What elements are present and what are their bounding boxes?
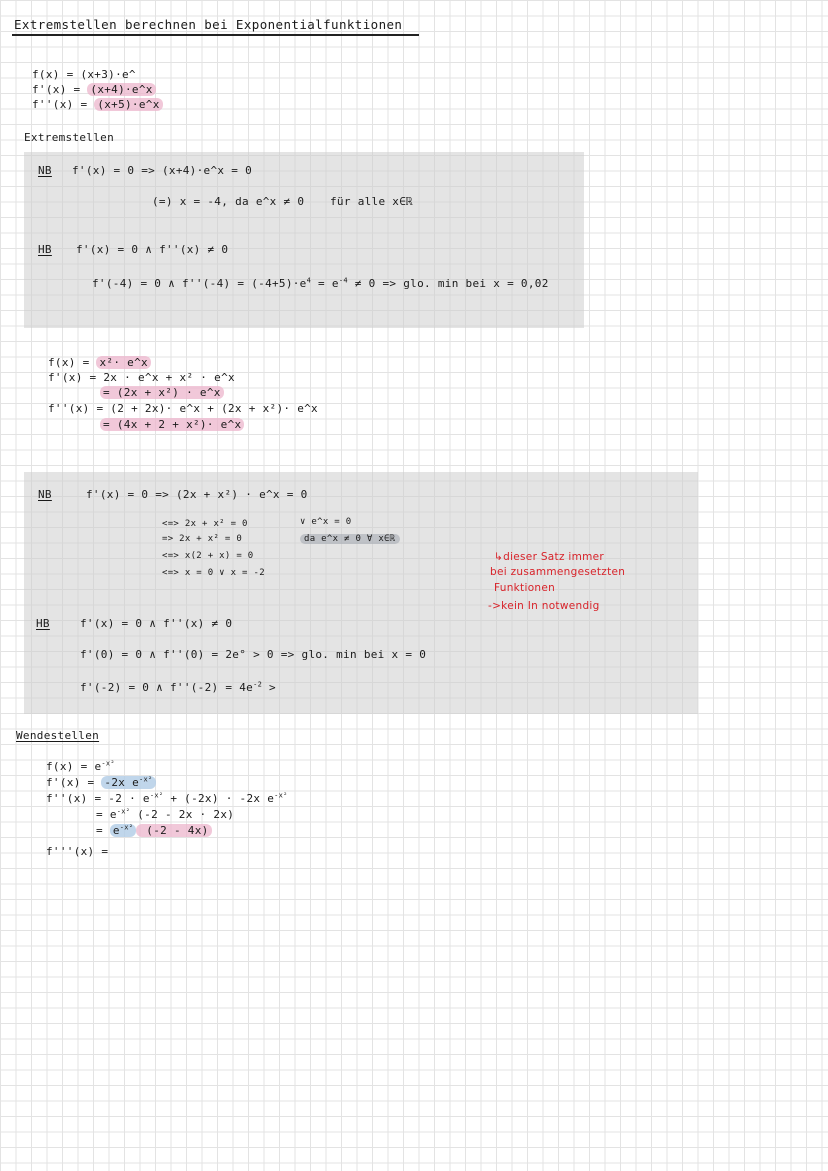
nb-step-2-note: da e^x ≠ 0 ∀ x∈ℝ <box>300 534 400 545</box>
nb-step-3: <=> x(2 + x) = 0 <box>162 551 254 561</box>
note-line-1: ↳dieser Satz immer <box>494 551 605 563</box>
nb-solution-1: (=) x = -4, da e^x ≠ 0 <box>152 195 305 208</box>
function-h2: $f''(x) = -2 \cdot e^{-x^2} + (-2x) \cdot -2x$ $e^{-x^2}$ <box>46 791 288 805</box>
hb-label-2: HB <box>36 617 50 630</box>
nb-label-2: NB <box>38 488 52 501</box>
function-g: f(x) = x²· e^x <box>48 356 151 369</box>
nb-step-4: <=> x = 0 ∨ x = -2 <box>162 568 265 578</box>
hb-check-2b: f'(-2) = 0 ∧ $f''(-2) = 4e^{-2}$ > <box>80 680 276 694</box>
hb-label-1: HB <box>38 243 52 256</box>
note-line-2: bei zusammengesetzten <box>490 566 626 578</box>
function-g2: f''(x) = (2 + 2x)· e^x + (2x + x²)· e^x <box>48 402 318 415</box>
function-g1: f'(x) = 2x · e^x + x² · e^x <box>48 371 235 384</box>
nb-step-2: => 2x + x² = 0 <box>162 534 243 544</box>
function-h2-simplified: = $e^{-x^2}$ (-2 - 4x) <box>96 824 212 837</box>
grey-box-2 <box>24 472 698 714</box>
hb-condition-1: f'(x) = 0 ∧ f''(x) ≠ 0 <box>76 243 229 256</box>
function-h3: f'''(x) = <box>46 845 109 858</box>
highlight-h2: $e^{-x^2}$ <box>110 824 136 837</box>
nb-equation-2: f'(x) = 0 => (2x + x²) · e^x = 0 <box>86 488 308 501</box>
hb-condition-2: f'(x) = 0 ∧ f''(x) ≠ 0 <box>80 617 233 630</box>
nb-label-1: NB <box>38 164 52 177</box>
heading-wendestellen: Wendestellen <box>16 729 100 742</box>
function-h: $f(x) = e^{-x^2}$ <box>46 759 115 773</box>
title-underline <box>12 34 419 36</box>
nb-forall-1: für alle x∈ℝ <box>330 195 414 208</box>
function-h2-factored: = $e^{-x^2}$ (-2 - 2x · 2x) <box>96 807 235 821</box>
page-title: Extremstellen berechnen bei Exponentialfunktionen <box>14 17 403 32</box>
hb-check-1: f'(-4) = 0 ∧ $f''(-4) = (-4+5)\cdot e^4 = e^{-4} \ne 0$ => glo. min bei x = 0,02 <box>92 276 549 290</box>
heading-extremstellen: Extremstellen <box>24 131 114 144</box>
function-g1-factored: = (2x + x²) · e^x <box>100 386 224 399</box>
nb-step-1: <=> 2x + x² = 0 <box>162 519 248 529</box>
note-line-4: ->kein In notwendig <box>488 600 600 612</box>
grey-box-1 <box>24 152 584 328</box>
function-g2-simplified: = (4x + 2 + x²)· e^x <box>100 418 244 431</box>
highlight-g: x²· e^x <box>96 356 150 369</box>
highlight-f2: (x+5)·e^x <box>94 98 162 111</box>
hb-check-2a: f'(0) = 0 ∧ f''(0) = 2e° > 0 => glo. min bei x = 0 <box>80 648 427 661</box>
function-f: f(x) = (x+3)·e^ <box>32 68 136 81</box>
highlight-h1: -2x $e^{-x^2}$ <box>101 776 155 789</box>
function-f1: f'(x) = (x+4)·e^x <box>32 83 156 96</box>
function-f2: f''(x) = (x+5)·e^x <box>32 98 163 111</box>
nb-step-1-or: ∨ e^x = 0 <box>300 517 352 527</box>
nb-equation-1: f'(x) = 0 => (x+4)·e^x = 0 <box>72 164 252 177</box>
note-line-3: Funktionen <box>494 582 556 594</box>
highlight-f1: (x+4)·e^x <box>87 83 155 96</box>
function-h1: f'(x) = -2x $e^{-x^2}$ <box>46 776 156 789</box>
